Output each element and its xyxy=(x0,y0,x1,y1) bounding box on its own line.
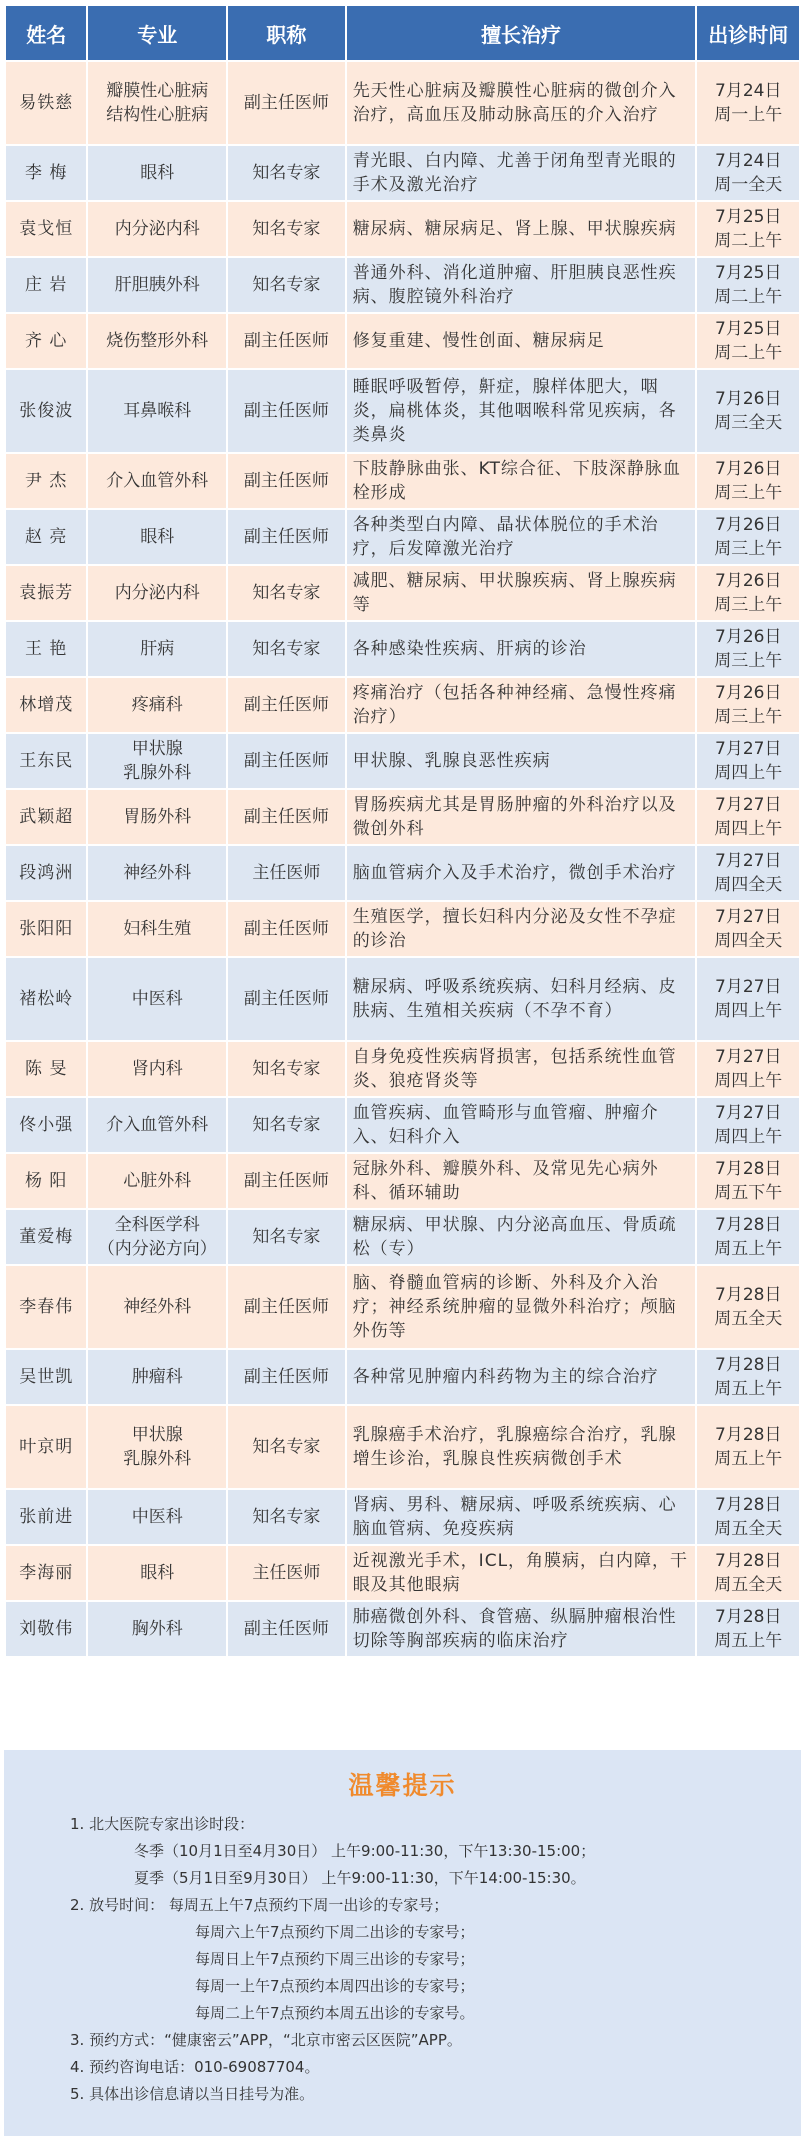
doctor-specialty: 肺癌微创外科、食管癌、纵膈肿瘤根治性切除等胸部疾病的临床治疗 xyxy=(347,1602,696,1656)
tips-panel xyxy=(4,1750,801,2136)
dept-line: 眼科 xyxy=(140,1563,175,1583)
visit-date: 7月28日 xyxy=(715,1215,782,1235)
doctor-title: 知名专家 xyxy=(228,622,345,676)
doctor-name: 杨 阳 xyxy=(6,1154,86,1208)
table-row xyxy=(6,1210,799,1264)
visit-slot: 周三上午 xyxy=(714,483,783,503)
doctor-name: 王 艳 xyxy=(6,622,86,676)
doctor-name: 叶京明 xyxy=(6,1406,86,1488)
visit-date: 7月28日 xyxy=(715,1495,782,1515)
doctor-title: 主任医师 xyxy=(228,1546,345,1600)
visit-slot: 周三上午 xyxy=(714,539,783,559)
header-name: 姓名 xyxy=(6,6,86,60)
doctor-dept xyxy=(88,510,226,564)
dept-line: 肾内科 xyxy=(131,1059,183,1079)
dept-line: 眼科 xyxy=(140,527,175,547)
doctor-dept xyxy=(88,958,226,1040)
visit-slot: 周一上午 xyxy=(714,105,783,125)
doctor-specialty: 糖尿病、糖尿病足、肾上腺、甲状腺疾病 xyxy=(347,202,696,256)
table-row xyxy=(6,790,799,844)
tip-line: 5. 具体出诊信息请以当日挂号为准。 xyxy=(70,2085,315,2103)
visit-date: 7月28日 xyxy=(715,1355,782,1375)
doctor-title: 副主任医师 xyxy=(228,1602,345,1656)
doctor-visit-time xyxy=(697,1098,799,1152)
visit-date: 7月28日 xyxy=(715,1551,782,1571)
doctor-visit-time xyxy=(697,1350,799,1404)
tip-line: 每周二上午7点预约本周五出诊的专家号。 xyxy=(195,2004,475,2022)
dept-line: 乳腺外科 xyxy=(123,763,192,783)
table-row xyxy=(6,622,799,676)
visit-date: 7月28日 xyxy=(715,1285,782,1305)
doctor-specialty: 近视激光手术，ICL，角膜病，白内障，干眼及其他眼病 xyxy=(347,1546,696,1600)
doctor-visit-time xyxy=(697,62,799,144)
visit-date: 7月25日 xyxy=(715,207,782,227)
doctor-title: 副主任医师 xyxy=(228,734,345,788)
doctor-name: 佟小强 xyxy=(6,1098,86,1152)
tip-line: 夏季（5月1日至9月30日） 上午9:00-11:30，下午14:00-15:30。 xyxy=(134,1869,586,1887)
doctor-title: 知名专家 xyxy=(228,1406,345,1488)
table-row xyxy=(6,1266,799,1348)
visit-slot: 周四上午 xyxy=(714,1127,783,1147)
visit-slot: 周五下午 xyxy=(714,1183,783,1203)
doctor-dept xyxy=(88,678,226,732)
tip-line: 每周一上午7点预约本周四出诊的专家号； xyxy=(195,1977,475,1995)
table-row xyxy=(6,566,799,620)
doctor-visit-time xyxy=(697,790,799,844)
header-title: 职称 xyxy=(228,6,345,60)
dept-line: 内分泌内科 xyxy=(114,583,200,603)
table-row xyxy=(6,146,799,200)
doctor-visit-time xyxy=(697,454,799,508)
table-row xyxy=(6,258,799,312)
tip-line: 1. 北大医院专家出诊时段： xyxy=(70,1815,255,1833)
doctor-dept xyxy=(88,1350,226,1404)
tip-line: 2. 放号时间： 每周五上午7点预约下周一出诊的专家号； xyxy=(70,1896,449,1914)
visit-date: 7月26日 xyxy=(715,571,782,591)
doctor-visit-time xyxy=(697,566,799,620)
doctor-title: 副主任医师 xyxy=(228,1350,345,1404)
doctor-specialty: 先天性心脏病及瓣膜性心脏病的微创介入治疗，高血压及肺动脉高压的介入治疗 xyxy=(347,62,696,144)
header-treat: 擅长治疗 xyxy=(347,6,696,60)
visit-slot: 周二上午 xyxy=(714,231,783,251)
doctor-name: 赵 亮 xyxy=(6,510,86,564)
dept-line: 肝胆胰外科 xyxy=(114,275,200,295)
visit-date: 7月27日 xyxy=(715,739,782,759)
doctor-name: 吴世凯 xyxy=(6,1350,86,1404)
doctor-title: 知名专家 xyxy=(228,1210,345,1264)
doctor-dept xyxy=(88,1210,226,1264)
dept-line: 瓣膜性心脏病 xyxy=(106,81,209,101)
doctor-specialty: 自身免疫性疾病肾损害，包括系统性血管炎、狼疮肾炎等 xyxy=(347,1042,696,1096)
visit-slot: 周四全天 xyxy=(714,875,783,895)
dept-line: 全科医学科 xyxy=(114,1215,200,1235)
doctor-specialty: 普通外科、消化道肿瘤、肝胆胰良恶性疾病、腹腔镜外科治疗 xyxy=(347,258,696,312)
dept-line: 结构性心脏病 xyxy=(106,105,209,125)
doctor-visit-time xyxy=(697,314,799,368)
doctor-title: 副主任医师 xyxy=(228,62,345,144)
visit-date: 7月27日 xyxy=(715,1103,782,1123)
doctor-title: 主任医师 xyxy=(228,846,345,900)
doctor-name: 董爱梅 xyxy=(6,1210,86,1264)
visit-slot: 周五全天 xyxy=(714,1309,783,1329)
doctor-dept xyxy=(88,846,226,900)
doctor-title: 副主任医师 xyxy=(228,1266,345,1348)
doctor-title: 副主任医师 xyxy=(228,370,345,452)
table-body xyxy=(6,62,799,1656)
doctor-name: 武颖超 xyxy=(6,790,86,844)
dept-line: 乳腺外科 xyxy=(123,1449,192,1469)
doctor-name: 李海丽 xyxy=(6,1546,86,1600)
header-dept: 专业 xyxy=(88,6,226,60)
doctor-specialty: 乳腺癌手术治疗，乳腺癌综合治疗，乳腺增生诊治，乳腺良性疾病微创手术 xyxy=(347,1406,696,1488)
doctor-name: 尹 杰 xyxy=(6,454,86,508)
doctor-name: 庄 岩 xyxy=(6,258,86,312)
doctor-specialty: 减肥、糖尿病、甲状腺疾病、肾上腺疾病等 xyxy=(347,566,696,620)
doctor-visit-time xyxy=(697,1406,799,1488)
doctor-name: 刘敬伟 xyxy=(6,1602,86,1656)
dept-line: 中医科 xyxy=(131,989,183,1009)
dept-line: 甲状腺 xyxy=(131,739,183,759)
dept-line: 心脏外科 xyxy=(123,1171,192,1191)
doctor-title: 知名专家 xyxy=(228,146,345,200)
visit-date: 7月28日 xyxy=(715,1159,782,1179)
doctor-title: 知名专家 xyxy=(228,566,345,620)
doctor-title: 知名专家 xyxy=(228,202,345,256)
doctor-visit-time xyxy=(697,958,799,1040)
table-header-row xyxy=(6,6,799,60)
doctor-visit-time xyxy=(697,1546,799,1600)
visit-slot: 周三上午 xyxy=(714,651,783,671)
doctor-dept xyxy=(88,62,226,144)
visit-slot: 周五全天 xyxy=(714,1519,783,1539)
tip-line: 4. 预约咨询电话：010-69087704。 xyxy=(70,2058,320,2076)
doctor-title: 副主任医师 xyxy=(228,958,345,1040)
dept-line: 肝病 xyxy=(140,639,175,659)
doctor-specialty: 甲状腺、乳腺良恶性疾病 xyxy=(347,734,696,788)
visit-slot: 周五上午 xyxy=(714,1379,783,1399)
dept-line: 介入血管外科 xyxy=(106,471,209,491)
visit-slot: 周四上午 xyxy=(714,819,783,839)
doctor-name: 易铁慈 xyxy=(6,62,86,144)
doctor-name: 李 梅 xyxy=(6,146,86,200)
visit-slot: 周四上午 xyxy=(714,1001,783,1021)
table-row xyxy=(6,958,799,1040)
doctor-title: 副主任医师 xyxy=(228,1154,345,1208)
table-row xyxy=(6,454,799,508)
visit-slot: 周三上午 xyxy=(714,595,783,615)
doctor-specialty: 生殖医学，擅长妇科内分泌及女性不孕症的诊治 xyxy=(347,902,696,956)
doctor-dept xyxy=(88,1490,226,1544)
tip-line: 每周六上午7点预约下周二出诊的专家号； xyxy=(195,1923,475,1941)
dept-line: 胸外科 xyxy=(131,1619,183,1639)
doctor-name: 林增茂 xyxy=(6,678,86,732)
doctor-specialty: 各种类型白内障、晶状体脱位的手术治疗，后发障激光治疗 xyxy=(347,510,696,564)
doctor-dept xyxy=(88,1406,226,1488)
visit-slot: 周三全天 xyxy=(714,413,783,433)
doctor-specialty: 脑血管病介入及手术治疗，微创手术治疗 xyxy=(347,846,696,900)
doctor-name: 张俊波 xyxy=(6,370,86,452)
doctor-visit-time xyxy=(697,1266,799,1348)
doctor-title: 知名专家 xyxy=(228,1042,345,1096)
visit-date: 7月27日 xyxy=(715,851,782,871)
visit-date: 7月25日 xyxy=(715,319,782,339)
doctor-dept xyxy=(88,314,226,368)
table-row xyxy=(6,1546,799,1600)
table-row xyxy=(6,1350,799,1404)
visit-date: 7月27日 xyxy=(715,1047,782,1067)
visit-date: 7月26日 xyxy=(715,515,782,535)
doctor-name: 王东民 xyxy=(6,734,86,788)
tip-line: 冬季（10月1日至4月30日） 上午9:00-11:30，下午13:30-15:00； xyxy=(134,1842,596,1860)
table-row xyxy=(6,202,799,256)
doctor-visit-time xyxy=(697,678,799,732)
doctor-name: 袁振芳 xyxy=(6,566,86,620)
doctor-visit-time xyxy=(697,1490,799,1544)
dept-line: （内分泌方向） xyxy=(97,1239,217,1259)
doctor-title: 知名专家 xyxy=(228,1490,345,1544)
doctor-specialty: 睡眠呼吸暂停，鼾症，腺样体肥大，咽炎，扁桃体炎，其他咽喉科常见疾病，各类鼻炎 xyxy=(347,370,696,452)
doctor-visit-time xyxy=(697,734,799,788)
doctor-title: 副主任医师 xyxy=(228,902,345,956)
doctor-title: 副主任医师 xyxy=(228,790,345,844)
dept-line: 神经外科 xyxy=(123,1297,192,1317)
doctor-dept xyxy=(88,1154,226,1208)
doctor-specialty: 青光眼、白内障、尤善于闭角型青光眼的手术及激光治疗 xyxy=(347,146,696,200)
doctor-title: 知名专家 xyxy=(228,1098,345,1152)
dept-line: 神经外科 xyxy=(123,863,192,883)
doctor-dept xyxy=(88,454,226,508)
doctor-name: 段鸿洲 xyxy=(6,846,86,900)
table-row xyxy=(6,370,799,452)
doctor-name: 齐 心 xyxy=(6,314,86,368)
doctor-visit-time xyxy=(697,846,799,900)
dept-line: 胃肠外科 xyxy=(123,807,192,827)
tip-line: 每周日上午7点预约下周三出诊的专家号； xyxy=(195,1950,475,1968)
visit-slot: 周五全天 xyxy=(714,1575,783,1595)
doctor-dept xyxy=(88,370,226,452)
visit-slot: 周二上午 xyxy=(714,287,783,307)
visit-slot: 周三上午 xyxy=(714,707,783,727)
table-row xyxy=(6,1154,799,1208)
visit-date: 7月28日 xyxy=(715,1425,782,1445)
dept-line: 烧伤整形外科 xyxy=(106,331,209,351)
dept-line: 甲状腺 xyxy=(131,1425,183,1445)
doctor-visit-time xyxy=(697,258,799,312)
visit-slot: 周二上午 xyxy=(714,343,783,363)
visit-date: 7月27日 xyxy=(715,907,782,927)
doctor-specialty: 脑、脊髓血管病的诊断、外科及介入治疗；神经系统肿瘤的显微外科治疗；颅脑外伤等 xyxy=(347,1266,696,1348)
visit-date: 7月28日 xyxy=(715,1607,782,1627)
visit-date: 7月26日 xyxy=(715,389,782,409)
visit-date: 7月26日 xyxy=(715,683,782,703)
table-row xyxy=(6,1098,799,1152)
doctor-name: 陈 旻 xyxy=(6,1042,86,1096)
doctor-dept xyxy=(88,566,226,620)
dept-line: 中医科 xyxy=(131,1507,183,1527)
dept-line: 妇科生殖 xyxy=(123,919,192,939)
visit-slot: 周五上午 xyxy=(714,1449,783,1469)
doctor-specialty: 糖尿病、呼吸系统疾病、妇科月经病、皮肤病、生殖相关疾病（不孕不育） xyxy=(347,958,696,1040)
doctor-specialty: 胃肠疾病尤其是胃肠肿瘤的外科治疗以及微创外科 xyxy=(347,790,696,844)
doctor-dept xyxy=(88,1042,226,1096)
doctor-visit-time xyxy=(697,202,799,256)
doctor-name: 张前进 xyxy=(6,1490,86,1544)
doctor-title: 副主任医师 xyxy=(228,510,345,564)
doctor-dept xyxy=(88,1546,226,1600)
doctor-title: 副主任医师 xyxy=(228,314,345,368)
doctor-name: 李春伟 xyxy=(6,1266,86,1348)
tips-title: 温馨提示 xyxy=(348,1771,457,1800)
doctor-dept xyxy=(88,1266,226,1348)
doctor-title: 知名专家 xyxy=(228,258,345,312)
doctor-dept xyxy=(88,146,226,200)
doctor-dept xyxy=(88,622,226,676)
header-time: 出诊时间 xyxy=(697,6,799,60)
doctor-dept xyxy=(88,902,226,956)
doctor-dept xyxy=(88,1098,226,1152)
visit-slot: 周四全天 xyxy=(714,931,783,951)
visit-date: 7月24日 xyxy=(715,151,782,171)
doctor-title: 副主任医师 xyxy=(228,678,345,732)
dept-line: 眼科 xyxy=(140,163,175,183)
doctor-specialty: 下肢静脉曲张、KT综合征、下肢深静脉血栓形成 xyxy=(347,454,696,508)
doctor-visit-time xyxy=(697,1154,799,1208)
visit-slot: 周四上午 xyxy=(714,1071,783,1091)
doctor-visit-time xyxy=(697,622,799,676)
visit-date: 7月24日 xyxy=(715,81,782,101)
doctor-visit-time xyxy=(697,1042,799,1096)
doctor-specialty: 肾病、男科、糖尿病、呼吸系统疾病、心脑血管病、免疫疾病 xyxy=(347,1490,696,1544)
visit-slot: 周四上午 xyxy=(714,763,783,783)
dept-line: 肿瘤科 xyxy=(131,1367,183,1387)
doctor-dept xyxy=(88,202,226,256)
dept-line: 耳鼻喉科 xyxy=(123,401,192,421)
table-row xyxy=(6,902,799,956)
visit-date: 7月26日 xyxy=(715,627,782,647)
doctor-specialty: 修复重建、慢性创面、糖尿病足 xyxy=(347,314,696,368)
table-row xyxy=(6,846,799,900)
table-row xyxy=(6,62,799,144)
visit-date: 7月27日 xyxy=(715,795,782,815)
doctor-visit-time xyxy=(697,902,799,956)
doctor-specialty: 血管疾病、血管畸形与血管瘤、肿瘤介入、妇科介入 xyxy=(347,1098,696,1152)
table-row xyxy=(6,734,799,788)
visit-date: 7月26日 xyxy=(715,459,782,479)
dept-line: 疼痛科 xyxy=(131,695,183,715)
doctor-visit-time xyxy=(697,370,799,452)
doctor-dept xyxy=(88,790,226,844)
doctor-schedule-table xyxy=(4,4,801,1658)
doctor-specialty: 糖尿病、甲状腺、内分泌高血压、骨质疏松（专） xyxy=(347,1210,696,1264)
doctor-name: 袁戈恒 xyxy=(6,202,86,256)
visit-slot: 周五上午 xyxy=(714,1239,783,1259)
doctor-visit-time xyxy=(697,146,799,200)
doctor-specialty: 冠脉外科、瓣膜外科、及常见先心病外科、循环辅助 xyxy=(347,1154,696,1208)
doctor-specialty: 疼痛治疗（包括各种神经痛、急慢性疼痛治疗） xyxy=(347,678,696,732)
table-row xyxy=(6,1406,799,1488)
table-row xyxy=(6,678,799,732)
doctor-dept xyxy=(88,258,226,312)
table-row xyxy=(6,1602,799,1656)
tip-line: 3. 预约方式：“健康密云”APP，“北京市密云区医院”APP。 xyxy=(70,2031,462,2049)
doctor-dept xyxy=(88,734,226,788)
table-row xyxy=(6,1042,799,1096)
doctor-visit-time xyxy=(697,510,799,564)
doctor-title: 副主任医师 xyxy=(228,454,345,508)
doctor-visit-time xyxy=(697,1602,799,1656)
table-row xyxy=(6,1490,799,1544)
visit-date: 7月27日 xyxy=(715,977,782,997)
visit-slot: 周一全天 xyxy=(714,175,783,195)
doctor-name: 褚松岭 xyxy=(6,958,86,1040)
doctor-dept xyxy=(88,1602,226,1656)
doctor-specialty: 各种感染性疾病、肝病的诊治 xyxy=(347,622,696,676)
doctor-specialty: 各种常见肿瘤内科药物为主的综合治疗 xyxy=(347,1350,696,1404)
visit-slot: 周五上午 xyxy=(714,1631,783,1651)
dept-line: 介入血管外科 xyxy=(106,1115,209,1135)
table-row xyxy=(6,314,799,368)
visit-date: 7月25日 xyxy=(715,263,782,283)
doctor-name: 张阳阳 xyxy=(6,902,86,956)
dept-line: 内分泌内科 xyxy=(114,219,200,239)
table-row xyxy=(6,510,799,564)
doctor-visit-time xyxy=(697,1210,799,1264)
